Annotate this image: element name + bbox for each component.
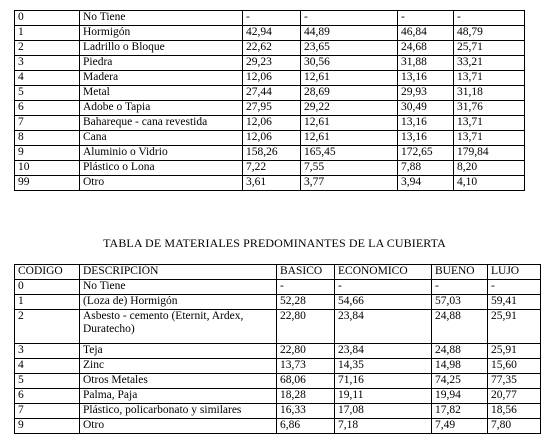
table-cell: 7,22 bbox=[243, 161, 301, 176]
table-cell: 165,45 bbox=[301, 146, 398, 161]
table-cell: 29,23 bbox=[243, 56, 301, 71]
header-codigo: CODIGO bbox=[15, 265, 80, 280]
table-cell: 13,16 bbox=[398, 116, 454, 131]
table-row bbox=[15, 359, 541, 374]
table-cell: 0 bbox=[15, 280, 80, 295]
table-cell: 17,08 bbox=[335, 404, 432, 419]
table-cell: 7,80 bbox=[488, 419, 541, 434]
table-cell: Piedra bbox=[80, 56, 243, 71]
table-cell: 31,76 bbox=[454, 101, 525, 116]
table-cell: 29,22 bbox=[301, 101, 398, 116]
table-cell: - bbox=[398, 11, 454, 26]
table-cell: 3,61 bbox=[243, 176, 301, 191]
table-cell: 33,21 bbox=[454, 56, 525, 71]
table-cell: 99 bbox=[15, 176, 80, 191]
table-cell: No Tiene bbox=[80, 11, 243, 26]
table-cell: 24,68 bbox=[398, 41, 454, 56]
table-cell: 18,28 bbox=[277, 389, 335, 404]
table-cell: 48,79 bbox=[454, 26, 525, 41]
table-cell: Ladrillo o Bloque bbox=[80, 41, 243, 56]
table-row bbox=[15, 56, 525, 71]
table-row bbox=[15, 310, 541, 344]
table-cell: 20,77 bbox=[488, 389, 541, 404]
table-cell: 57,03 bbox=[432, 295, 488, 310]
table-cell: 24,88 bbox=[432, 310, 488, 344]
table-cell: 7,49 bbox=[432, 419, 488, 434]
table-cell: 7,18 bbox=[335, 419, 432, 434]
table-cell: 12,61 bbox=[301, 71, 398, 86]
table-cell: Teja bbox=[80, 344, 277, 359]
table-cell: 17,82 bbox=[432, 404, 488, 419]
table-cell: 13,71 bbox=[454, 116, 525, 131]
table-cell: - bbox=[301, 11, 398, 26]
table-cell: 13,73 bbox=[277, 359, 335, 374]
table-cell: - bbox=[488, 280, 541, 295]
table-cell: 12,06 bbox=[243, 116, 301, 131]
table-cell: Asbesto - cemento (Eternit, Ardex, Duratecho) bbox=[80, 310, 277, 344]
table-cell: 6 bbox=[15, 389, 80, 404]
table-cell: 9 bbox=[15, 419, 80, 434]
table-row bbox=[15, 116, 525, 131]
table-cell: 59,41 bbox=[488, 295, 541, 310]
table-cell: 71,16 bbox=[335, 374, 432, 389]
table-cell: 25,71 bbox=[454, 41, 525, 56]
table-row bbox=[15, 146, 525, 161]
table-cell: 27,95 bbox=[243, 101, 301, 116]
table-cell: Zinc bbox=[80, 359, 277, 374]
table-cell: 15,60 bbox=[488, 359, 541, 374]
table-row bbox=[15, 101, 525, 116]
table-cell: 54,66 bbox=[335, 295, 432, 310]
table-cell: Cana bbox=[80, 131, 243, 146]
table-cell: 6 bbox=[15, 101, 80, 116]
table-cell: Otro bbox=[80, 176, 243, 191]
table-cell: 23,84 bbox=[335, 344, 432, 359]
table-cell: (Loza de) Hormigón bbox=[80, 295, 277, 310]
table-cell: Otros Metales bbox=[80, 374, 277, 389]
table-cell: 31,88 bbox=[398, 56, 454, 71]
table-row bbox=[15, 280, 541, 295]
table-cell: No Tiene bbox=[80, 280, 277, 295]
table-cell: 179,84 bbox=[454, 146, 525, 161]
table-cell: Aluminio o Vidrio bbox=[80, 146, 243, 161]
table-row bbox=[15, 131, 525, 146]
table-row bbox=[15, 86, 525, 101]
header-basico: BASICO bbox=[277, 265, 335, 280]
table-cell: Hormigón bbox=[80, 26, 243, 41]
table-cell: 18,56 bbox=[488, 404, 541, 419]
table-row bbox=[15, 419, 541, 434]
table-cell: 5 bbox=[15, 86, 80, 101]
table-cell: 8,20 bbox=[454, 161, 525, 176]
table-cell: 27,44 bbox=[243, 86, 301, 101]
table-cell: 2 bbox=[15, 41, 80, 56]
header-lujo: LUJO bbox=[488, 265, 541, 280]
table-row bbox=[15, 389, 541, 404]
header-economico: ECONOMICO bbox=[335, 265, 432, 280]
roof-table-title: TABLA DE MATERIALES PREDOMINANTES DE LA CUBIERTA bbox=[103, 236, 446, 250]
table-cell: 12,61 bbox=[301, 131, 398, 146]
table-cell: 77,35 bbox=[488, 374, 541, 389]
table-cell: 13,16 bbox=[398, 71, 454, 86]
table-cell: 13,71 bbox=[454, 71, 525, 86]
table-cell: 12,61 bbox=[301, 116, 398, 131]
table-cell: 25,91 bbox=[488, 310, 541, 344]
table-cell: 7,55 bbox=[301, 161, 398, 176]
table-cell: 30,49 bbox=[398, 101, 454, 116]
table-cell: 4 bbox=[15, 71, 80, 86]
table-row bbox=[15, 176, 525, 191]
table-cell: 4,10 bbox=[454, 176, 525, 191]
table-cell: 14,35 bbox=[335, 359, 432, 374]
table-row bbox=[15, 374, 541, 389]
table-cell: 52,28 bbox=[277, 295, 335, 310]
table-cell: 24,88 bbox=[432, 344, 488, 359]
roof-table-header-row bbox=[15, 265, 541, 280]
table-cell: 7,88 bbox=[398, 161, 454, 176]
table-cell: 1 bbox=[15, 26, 80, 41]
table-cell: 3,77 bbox=[301, 176, 398, 191]
table-cell: - bbox=[243, 11, 301, 26]
table-cell: 2 bbox=[15, 310, 80, 344]
table-cell: 68,06 bbox=[277, 374, 335, 389]
table-row bbox=[15, 344, 541, 359]
walls-materials-table bbox=[14, 10, 525, 191]
table-cell: 19,11 bbox=[335, 389, 432, 404]
table-cell: 22,80 bbox=[277, 310, 335, 344]
table-cell: 31,18 bbox=[454, 86, 525, 101]
table-cell: 13,16 bbox=[398, 131, 454, 146]
table-row bbox=[15, 161, 525, 176]
table-cell: 29,93 bbox=[398, 86, 454, 101]
roof-table-body bbox=[15, 280, 541, 434]
table-cell: - bbox=[335, 280, 432, 295]
table-cell: 30,56 bbox=[301, 56, 398, 71]
table-cell: 19,94 bbox=[432, 389, 488, 404]
table-cell: 0 bbox=[15, 11, 80, 26]
table-cell: 7 bbox=[15, 404, 80, 419]
table-cell: 7 bbox=[15, 116, 80, 131]
table-cell: 23,84 bbox=[335, 310, 432, 344]
table-cell: Metal bbox=[80, 86, 243, 101]
table-row bbox=[15, 404, 541, 419]
table-cell: Plástico, policarbonato y similares bbox=[80, 404, 277, 419]
table-cell: 74,25 bbox=[432, 374, 488, 389]
table-cell: Bahareque - cana revestida bbox=[80, 116, 243, 131]
table-cell: 28,69 bbox=[301, 86, 398, 101]
table-cell: 4 bbox=[15, 359, 80, 374]
table-cell: 172,65 bbox=[398, 146, 454, 161]
table-cell: Otro bbox=[80, 419, 277, 434]
table-cell: 16,33 bbox=[277, 404, 335, 419]
header-bueno: BUENO bbox=[432, 265, 488, 280]
table-cell: 9 bbox=[15, 146, 80, 161]
table-cell: Plástico o Lona bbox=[80, 161, 243, 176]
table-row bbox=[15, 295, 541, 310]
table-cell: 3,94 bbox=[398, 176, 454, 191]
header-descripcion: DESCRIPCIÓN bbox=[80, 265, 277, 280]
table-cell: 46,84 bbox=[398, 26, 454, 41]
table-cell: 22,62 bbox=[243, 41, 301, 56]
table-cell: 44,89 bbox=[301, 26, 398, 41]
table-row bbox=[15, 71, 525, 86]
table-cell: 22,80 bbox=[277, 344, 335, 359]
table-cell: 6,86 bbox=[277, 419, 335, 434]
table-cell: 12,06 bbox=[243, 131, 301, 146]
table-cell: 23,65 bbox=[301, 41, 398, 56]
table-cell: Madera bbox=[80, 71, 243, 86]
roof-materials-table bbox=[14, 264, 541, 434]
table-row bbox=[15, 41, 525, 56]
table-cell: Palma, Paja bbox=[80, 389, 277, 404]
table-cell: 12,06 bbox=[243, 71, 301, 86]
table-cell: 3 bbox=[15, 344, 80, 359]
table-cell: 10 bbox=[15, 161, 80, 176]
table-cell: 3 bbox=[15, 56, 80, 71]
table-cell: 42,94 bbox=[243, 26, 301, 41]
table-cell: 158,26 bbox=[243, 146, 301, 161]
table-cell: 25,91 bbox=[488, 344, 541, 359]
table-cell: - bbox=[432, 280, 488, 295]
table-cell: Adobe o Tapia bbox=[80, 101, 243, 116]
table-cell: 1 bbox=[15, 295, 80, 310]
table-row bbox=[15, 11, 525, 26]
walls-table-body bbox=[15, 11, 525, 191]
table-cell: - bbox=[454, 11, 525, 26]
table-cell: 5 bbox=[15, 374, 80, 389]
table-row bbox=[15, 26, 525, 41]
table-cell: 14,98 bbox=[432, 359, 488, 374]
table-cell: - bbox=[277, 280, 335, 295]
table-cell: 13,71 bbox=[454, 131, 525, 146]
table-cell: 8 bbox=[15, 131, 80, 146]
